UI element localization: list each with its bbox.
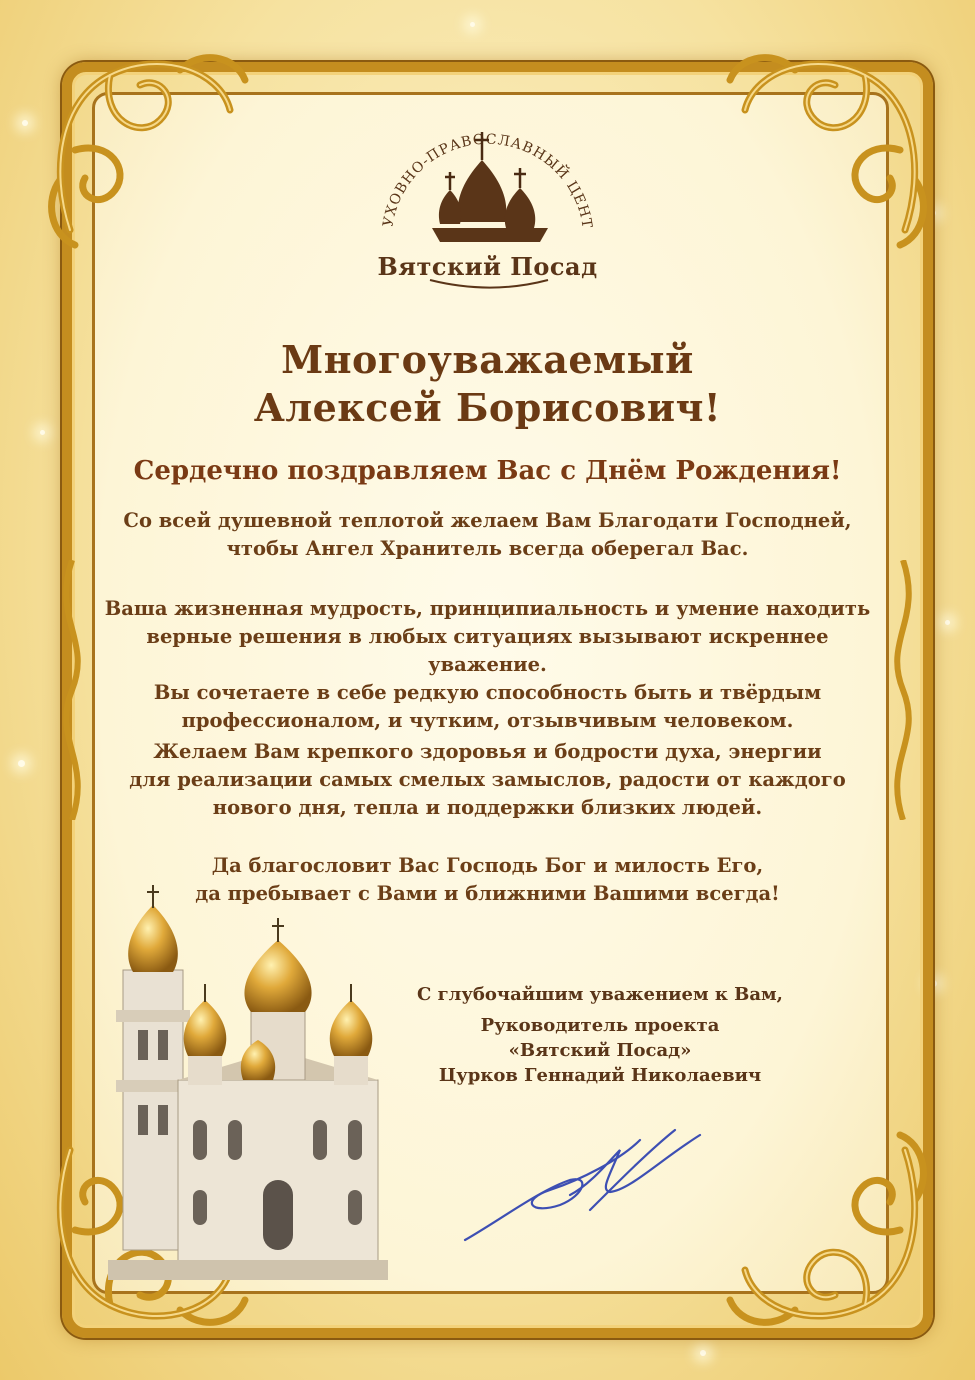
paragraph-3 [100,738,875,822]
text-line: Вы сочетаете в себе редкую способность быть и твёрдым [153,681,822,704]
text-line: верные решения в любых ситуациях вызывают искреннее уважение. [146,625,829,676]
text-line: Желаем Вам крепкого здоровья и бодрости духа, энергии [153,740,822,763]
page-title [100,336,875,432]
signature-block [410,982,790,1088]
paragraph-1 [100,507,875,563]
text-line: чтобы Ангел Хранитель всегда оберегал Вас. [226,537,749,560]
title-line-2: Алексей Борисович! [253,385,722,430]
sparkle [40,430,45,435]
title-line-1: Многоуважаемый [281,337,694,382]
sparkle [945,620,950,625]
signoff-name: Цурков Геннадий Николаевич [438,1065,762,1086]
sparkle [700,1350,706,1356]
corner-ornament-icon [30,30,270,270]
sparkle [22,120,28,126]
signoff-line: С глубочайшим уважением к Вам, [417,984,783,1005]
text-line: да пребывает с Вами и ближними Вашими всегда! [195,882,780,905]
side-ornament-icon [883,560,923,820]
corner-ornament-icon [705,1110,945,1350]
cathedral-icon [68,880,398,1290]
cathedral-illustration [68,880,398,1290]
signoff-role: Руководитель проекта [480,1015,720,1036]
text-line: Ваша жизненная мудрость, принципиальность и умение находить [104,597,871,620]
text-line: Со всей душевной теплотой желаем Вам Благодати Господней, [123,509,852,532]
logo [370,110,605,295]
logo-arc-text: УХОВНО-ПРАВОСЛАВНЫЙ ЦЕНТ [380,131,595,231]
text-line: Да благословит Вас Господь Бог и милость Его, [211,854,764,877]
sparkle [470,22,475,27]
logo-name: Вятский Посад [377,252,598,281]
corner-ornament-icon [705,30,945,270]
sparkle [18,760,25,767]
subheading: Сердечно поздравляем Вас с Днём Рождения! [133,456,842,486]
side-ornament-icon [52,560,92,820]
text-line: для реализации самых смелых замыслов, радости от каждого [129,768,846,791]
paragraph-2 [100,595,875,735]
signoff-project: «Вятский Посад» [508,1040,692,1061]
text-line: нового дня, тепла и поддержки близких людей. [212,796,763,819]
handwritten-signature [460,1120,710,1250]
text-line: профессионалом, и чутким, отзывчивым человеком. [181,709,794,732]
